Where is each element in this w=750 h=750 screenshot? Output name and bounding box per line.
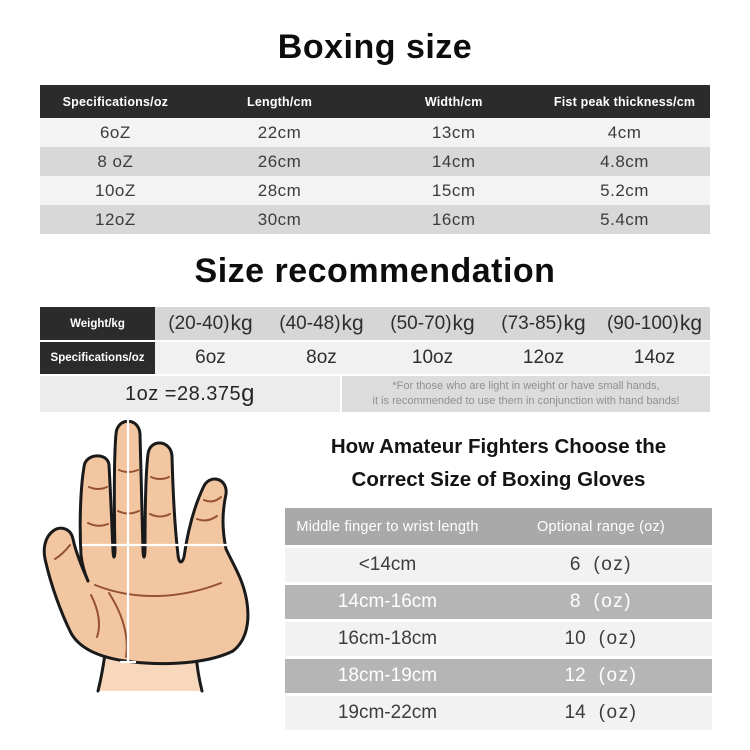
weight-unit: kg bbox=[452, 311, 475, 335]
hand-measurement-illustration bbox=[25, 413, 270, 750]
footnote-line: it is recommended to use them in conjunction with hand bands! bbox=[372, 395, 680, 407]
weight-unit: kg bbox=[341, 311, 364, 335]
table-row bbox=[40, 205, 710, 234]
hand-bands-footnote bbox=[342, 376, 710, 412]
length-cell: 14cm-16cm bbox=[337, 591, 438, 612]
glove-choice-heading bbox=[285, 430, 712, 496]
weight-unit: kg bbox=[679, 311, 702, 335]
column-header-length: Length/cm bbox=[247, 94, 313, 109]
table-row bbox=[40, 176, 710, 205]
table-cell: 4.8cm bbox=[600, 151, 649, 171]
footnote-line: *For those who are light in weight or have small hands, bbox=[392, 380, 660, 392]
table-row bbox=[285, 696, 712, 730]
weight-unit: kg bbox=[563, 311, 586, 335]
oz-conversion bbox=[40, 376, 340, 412]
weight-row-label: Weight/kg bbox=[40, 307, 155, 340]
table-cell: 12oZ bbox=[95, 209, 136, 229]
weight-range: (90-100) bbox=[606, 312, 679, 334]
oz-value: 6 bbox=[569, 554, 581, 575]
length-cell: <14cm bbox=[358, 554, 417, 575]
hand-outline bbox=[44, 421, 248, 663]
column-header-specifications: Specifications/oz bbox=[62, 94, 169, 109]
table-cell: 10oZ bbox=[95, 180, 136, 200]
length-cell: 16cm-18cm bbox=[337, 628, 438, 649]
table-cell: 16cm bbox=[431, 209, 476, 229]
size-recommendation-title: Size recommendation bbox=[194, 252, 556, 290]
table-row bbox=[40, 118, 710, 147]
weight-value bbox=[266, 307, 377, 340]
table-row bbox=[285, 659, 712, 693]
table-cell: 4cm bbox=[607, 122, 642, 142]
column-header-width: Width/cm bbox=[424, 94, 483, 109]
spec-value: 6oz bbox=[195, 347, 226, 368]
oz-cell bbox=[490, 585, 712, 619]
oz-unit: (oz) bbox=[598, 665, 638, 686]
conversion-unit: g bbox=[241, 380, 255, 407]
conversion-value: 1oz =28.375 bbox=[124, 382, 242, 405]
spec-value: 14oz bbox=[633, 347, 676, 368]
weight-range: (20-40) bbox=[168, 312, 230, 334]
oz-value: 14 bbox=[564, 702, 586, 723]
boxing-size-title: Boxing size bbox=[277, 28, 473, 66]
oz-cell bbox=[490, 659, 712, 693]
spec-value: 10oz bbox=[411, 347, 454, 368]
oz-value: 8 bbox=[569, 591, 581, 612]
table-cell: 8 oZ bbox=[97, 151, 134, 171]
weight-value bbox=[155, 307, 266, 340]
spec-value: 12oz bbox=[522, 347, 565, 368]
oz-unit: (oz) bbox=[598, 702, 638, 723]
weight-unit: kg bbox=[230, 311, 253, 335]
heading-line: How Amateur Fighters Choose the bbox=[330, 435, 667, 458]
oz-value: 12 bbox=[564, 665, 586, 686]
table-cell: 30cm bbox=[257, 209, 302, 229]
boxing-size-table-header-row bbox=[40, 85, 710, 118]
weight-value bbox=[377, 307, 488, 340]
weight-values bbox=[155, 307, 710, 340]
glove-choice-table bbox=[285, 508, 712, 733]
oz-value: 10 bbox=[564, 628, 586, 649]
weight-range: (73-85) bbox=[501, 312, 563, 334]
table-row bbox=[285, 622, 712, 656]
table-row bbox=[40, 147, 710, 176]
table-row bbox=[285, 585, 712, 619]
table-cell: 15cm bbox=[431, 180, 476, 200]
table-cell: 5.2cm bbox=[600, 180, 649, 200]
oz-cell bbox=[490, 622, 712, 656]
heading-line: Correct Size of Boxing Gloves bbox=[351, 468, 646, 491]
length-cell: 19cm-22cm bbox=[337, 702, 438, 723]
oz-unit: (oz) bbox=[593, 554, 633, 575]
weight-row bbox=[40, 307, 710, 340]
table-row bbox=[285, 548, 712, 582]
spec-row-label: Specifications/oz bbox=[40, 342, 155, 374]
column-header-optional-range: Optional range (oz) bbox=[537, 518, 665, 535]
column-header-finger-length: Middle finger to wrist length bbox=[296, 518, 479, 535]
table-cell: 26cm bbox=[257, 151, 302, 171]
spec-values bbox=[155, 342, 710, 374]
weight-value bbox=[488, 307, 599, 340]
table-cell: 13cm bbox=[431, 122, 476, 142]
oz-unit: (oz) bbox=[593, 591, 633, 612]
note-row bbox=[40, 376, 710, 412]
table-cell: 22cm bbox=[257, 122, 302, 142]
table-cell: 6oZ bbox=[99, 122, 131, 142]
weight-range: (40-48) bbox=[279, 312, 341, 334]
glove-choice-table-header-row bbox=[285, 508, 712, 545]
oz-cell bbox=[490, 696, 712, 730]
oz-unit: (oz) bbox=[598, 628, 638, 649]
size-recommendation-table bbox=[40, 307, 710, 412]
oz-cell bbox=[490, 548, 712, 582]
boxing-size-table bbox=[40, 85, 710, 234]
spec-value: 8oz bbox=[306, 347, 337, 368]
table-cell: 14cm bbox=[431, 151, 476, 171]
column-header-fist-thickness: Fist peak thickness/cm bbox=[553, 94, 696, 109]
spec-row bbox=[40, 342, 710, 374]
length-cell: 18cm-19cm bbox=[337, 665, 438, 686]
table-cell: 5.4cm bbox=[600, 209, 649, 229]
weight-range: (50-70) bbox=[390, 312, 452, 334]
weight-value bbox=[599, 307, 710, 340]
table-cell: 28cm bbox=[257, 180, 302, 200]
